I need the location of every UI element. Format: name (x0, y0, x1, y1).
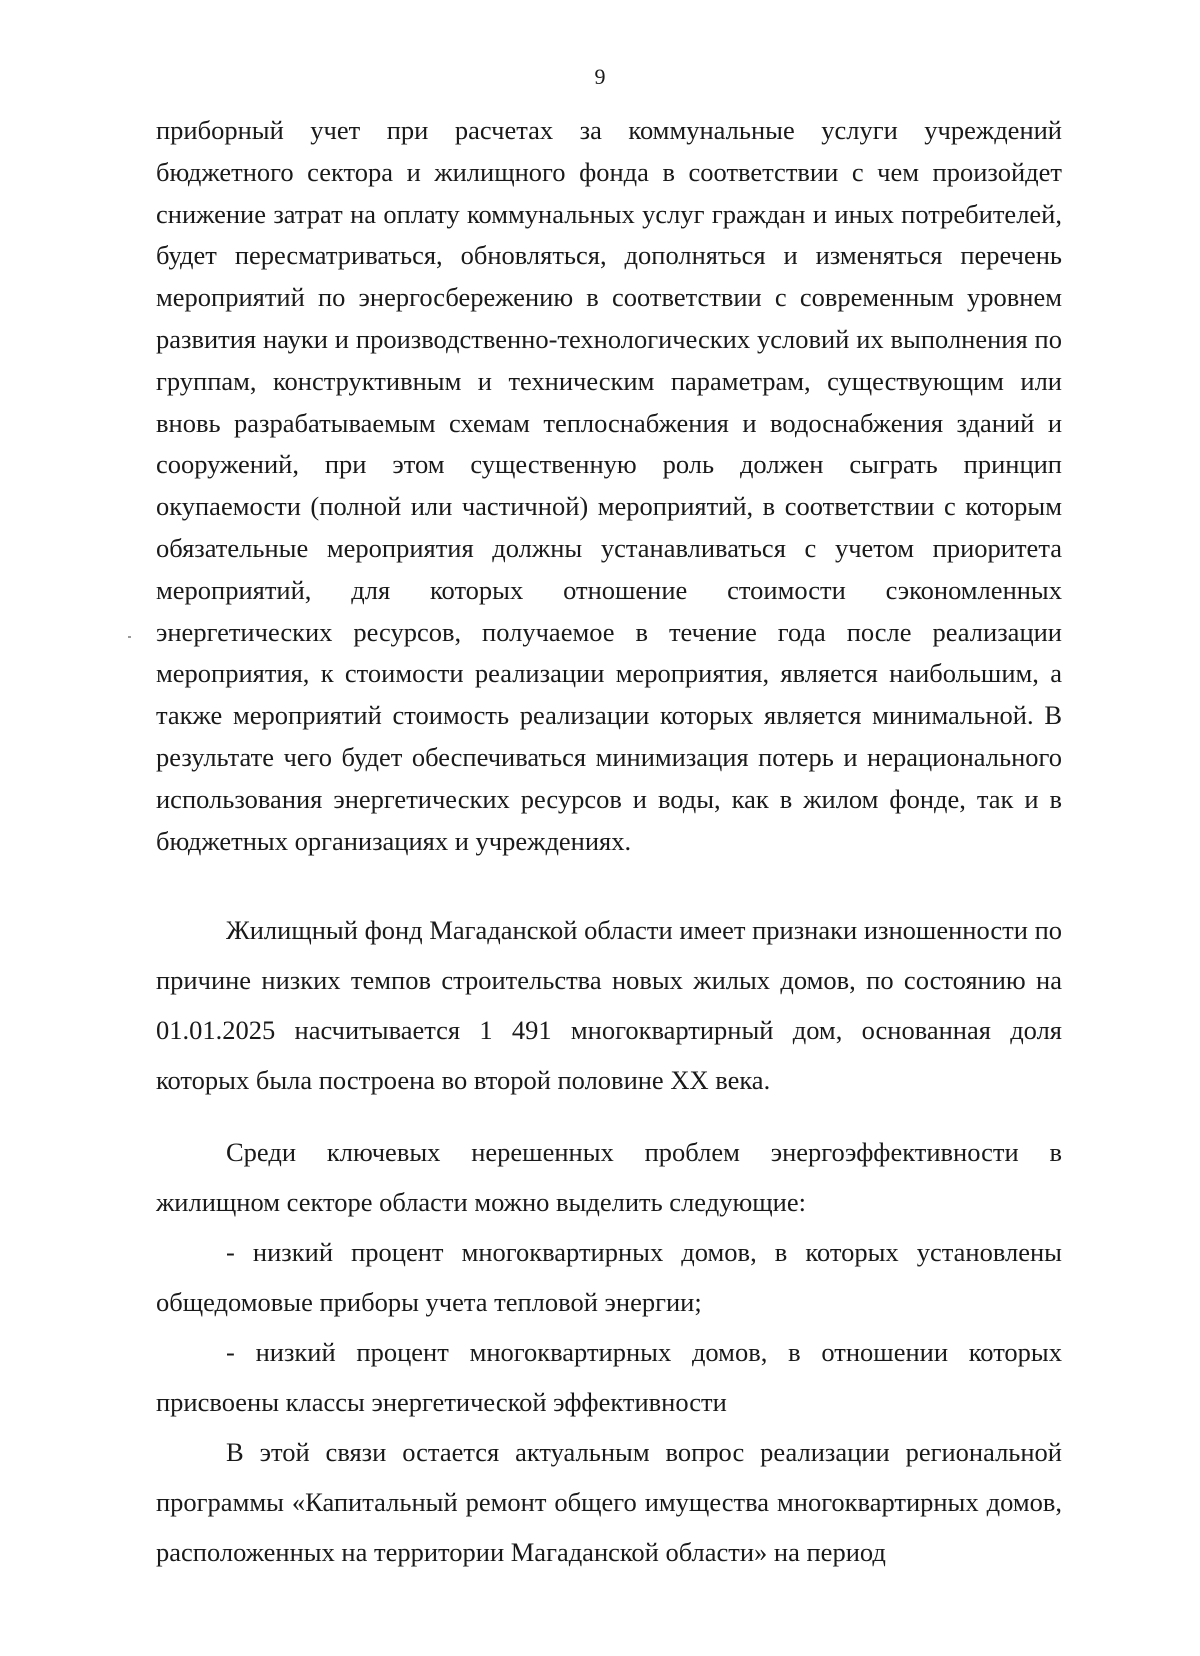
paragraph-housing-stock: Жилищный фонд Магаданской области имеет признаки изношенности по причине низких темпов строительства новых жилых домов, по состоянию на 01.01.2025 насчитывается 1 491 многоквартирный дом, основанная доля которых была построена во второй половине XX века. (156, 915, 1062, 1095)
list-item-efficiency-classes: - низкий процент многоквартирных домов, в отношении которых присвоены классы энергетической эффективности (156, 1337, 1062, 1417)
text-block-continued (156, 110, 1062, 862)
paragraph-energy-measures: приборный учет при расчетах за коммунальные услуги учреждений бюджетного сектора и жилищного фонда в соответствии с чем произойдет снижение затрат на оплату коммунальных услуг граждан и иных потребителей, будет пересматриваться, обновляться, дополняться и изменяться перечень мероприятий по энергосбережению в соответствии с современным уровнем развития науки и производственно-технологических условий их выполнения по группам, конструктивным и техническим параметрам, существующим или вновь разрабатываемым схемам теплоснабжения и водоснабжения зданий и сооружений, при этом существенную роль должен сыграть принцип окупаемости (полной или частичной) мероприятий, в соответствии с которым обязательные мероприятия должны устанавливаться с учетом приоритета мероприятий, для которых отношение стоимости сэкономленных энергетических ресурсов, получаемое в течение года после реализации мероприятия, к стоимости реализации мероприятия, является наибольшим, а также мероприятий стоимость реализации которых является минимальной. В результате чего будет обеспечиваться минимизация потерь и нерационального использования энергетических ресурсов и воды, как в жилом фонде, так и в бюджетных организациях и учреждениях. (156, 115, 1062, 856)
text-block-housing (156, 905, 1062, 1577)
scan-artifact (128, 636, 131, 638)
paragraph-capital-repair-program: В этой связи остается актуальным вопрос реализации региональной программы «Капитальный ремонт общего имущества многоквартирных домов, расположенных на территории Магаданской области» на период (156, 1437, 1062, 1567)
paragraph-key-problems: Среди ключевых нерешенных проблем энергоэффективности в жилищном секторе области можно выделить следующие: (156, 1137, 1062, 1217)
page-number: 9 (594, 64, 606, 89)
list-item-metering: - низкий процент многоквартирных домов, в которых установлены общедомовые приборы учета тепловой энергии; (156, 1237, 1062, 1317)
